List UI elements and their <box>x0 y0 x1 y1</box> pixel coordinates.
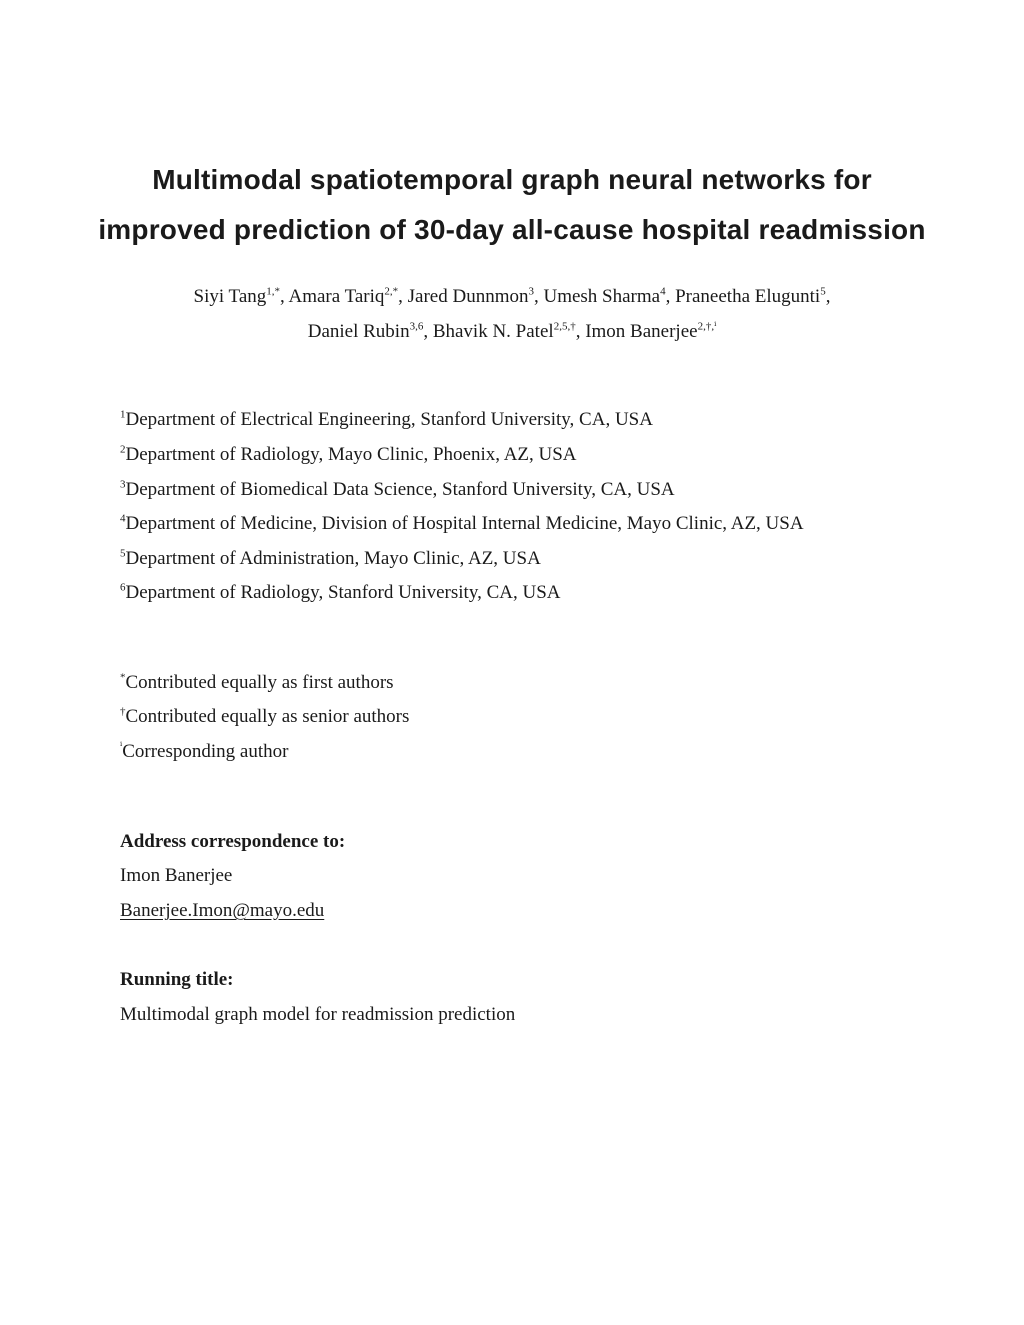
affiliation-number: 2 <box>120 443 126 456</box>
note-mark: † <box>120 705 126 718</box>
author-affiliation-sup: 4 <box>660 285 666 298</box>
affiliation-number: 1 <box>120 408 126 421</box>
affiliation-2 <box>120 444 577 466</box>
affiliation-5 <box>120 548 541 570</box>
affiliation-1 <box>120 409 653 431</box>
affiliation-6 <box>120 582 561 604</box>
note-text: Contributed equally as first authors <box>125 672 394 693</box>
correspondence-name: Imon Banerjee <box>120 865 233 886</box>
author-affiliation-sup: 5 <box>820 285 826 298</box>
affiliation-number: 3 <box>120 478 126 491</box>
author-name: Siyi Tang <box>193 286 267 307</box>
author-affiliation-sup: 3 <box>528 285 534 298</box>
authors-line-1: Siyi Tang$^{1,*}$, Amara Tariq$^{2,*}$, Jared Dunnmon$^3$, Umesh Sharma$^4$, Praneetha Elugunti$^5$, <box>193 285 831 307</box>
affiliation-3 <box>120 479 675 501</box>
affiliation-text: Department of Radiology, Stanford University, CA, USA <box>125 582 561 603</box>
affiliation-4 <box>120 513 804 535</box>
author-name: Praneetha Elugunti <box>675 286 821 307</box>
note-senior-authors <box>120 706 409 728</box>
note-text: Contributed equally as senior authors <box>125 706 410 727</box>
author-affiliation-sup: 2,5,† <box>553 320 576 333</box>
author-name: Imon Banerjee <box>585 321 698 342</box>
affiliation-text: Department of Biomedical Data Science, Stanford University, CA, USA <box>125 479 675 500</box>
author-affiliation-sup: 2,* <box>384 285 399 298</box>
affiliation-text: Department of Administration, Mayo Clinic, AZ, USA <box>125 548 541 569</box>
author-affiliation-sup: 2,†,ⁱ <box>697 320 717 333</box>
affiliation-text: Department of Medicine, Division of Hospital Internal Medicine, Mayo Clinic, AZ, USA <box>125 513 804 534</box>
affiliation-number: 6 <box>120 581 126 594</box>
running-title-text: Multimodal graph model for readmission prediction <box>120 1004 516 1025</box>
title-line-1: Multimodal spatiotemporal graph neural networks for <box>152 164 872 195</box>
affiliation-number: 5 <box>120 547 126 560</box>
authors-line-2: Daniel Rubin$^{3,6}$, Bhavik N. Patel$^{2,5,\dagger}$, Imon Banerjee$^{2,\dagger,^i}$ <box>307 320 717 342</box>
note-corresponding-author <box>120 741 288 763</box>
author-affiliation-sup: 1,* <box>266 285 281 298</box>
note-first-authors <box>120 672 394 694</box>
author-name: Umesh Sharma <box>543 286 661 307</box>
correspondence-email-link[interactable]: Banerjee.Imon@mayo.edu <box>120 900 325 921</box>
running-title-label: Running title: <box>120 969 234 990</box>
author-name: Jared Dunnmon <box>407 286 529 307</box>
note-mark: * <box>120 671 126 684</box>
affiliation-number: 4 <box>120 512 126 525</box>
correspondence-label: Address correspondence to: <box>120 831 346 852</box>
author-affiliation-sup: 3,6 <box>409 320 424 333</box>
note-text: Corresponding author <box>122 741 289 762</box>
author-name: Bhavik N. Patel <box>432 321 554 342</box>
author-name: Daniel Rubin <box>307 321 410 342</box>
note-mark: ⁱ <box>120 740 123 753</box>
author-name: Amara Tariq <box>288 286 385 307</box>
affiliation-text: Department of Radiology, Mayo Clinic, Phoenix, AZ, USA <box>125 444 577 465</box>
title-line-2: improved prediction of 30-day all-cause hospital readmission <box>98 214 926 245</box>
affiliation-text: Department of Electrical Engineering, Stanford University, CA, USA <box>125 409 653 430</box>
